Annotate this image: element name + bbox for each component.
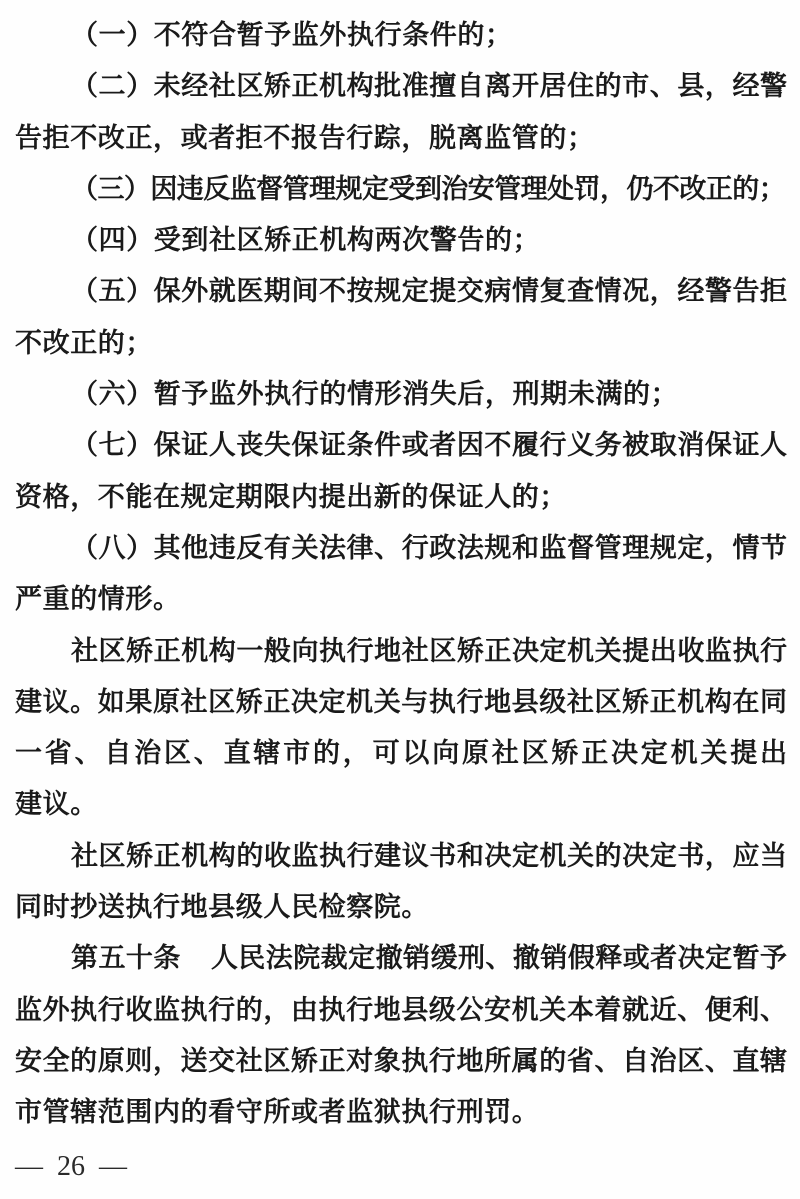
text-line-item-8: （八）其他违反有关法律、行政法规和监督管理规定，情节: [71, 532, 787, 563]
text-line-item-4: （四）受到社区矫正机构两次警告的；: [71, 225, 541, 256]
text-line-item-7: （七）保证人丧失保证条件或者因不履行义务被取消保证人: [71, 430, 787, 461]
footer-dash-right: —: [99, 1150, 127, 1182]
article-50-number: 第五十条: [71, 943, 181, 974]
text-line-article-50-4: 市管辖范围内的看守所或者监狱执行刑罚。: [15, 1097, 540, 1128]
text-line-item-5-cont: 不改正的；: [15, 327, 153, 358]
text-line-article-50-3: 安全的原则，送交社区矫正对象执行地所属的省、自治区、直辖: [15, 1045, 787, 1076]
text-line-para-proposal-2: 建议。如果原社区矫正决定机关与执行地县级社区矫正机构在同: [15, 686, 787, 717]
text-line-item-5: （五）保外就医期间不按规定提交病情复查情况，经警告拒: [71, 276, 787, 307]
text-line-article-50-2: 监外执行收监执行的，由执行地县级公安机关本着就近、便利、: [15, 994, 787, 1025]
text-line-item-6: （六）暂予监外执行的情形消失后，刑期未满的；: [71, 379, 679, 410]
footer-dash-left: —: [15, 1150, 43, 1182]
page-footer: [15, 1151, 800, 1183]
text-line-item-8-cont: 严重的情形。: [15, 584, 181, 615]
page-number: 26: [57, 1150, 85, 1182]
text-line-item-7-cont: 资格，不能在规定期限内提出新的保证人的；: [15, 481, 567, 512]
text-line-item-1: （一）不符合暂予监外执行条件的；: [71, 20, 513, 50]
text-line-para-proposal-4: 建议。: [15, 789, 98, 820]
text-line-para-copy-2: 同时抄送执行地县级人民检察院。: [15, 892, 429, 923]
text-line-para-copy-1: 社区矫正机构的收监执行建议书和决定机关的决定书，应当: [71, 840, 787, 871]
text-line-item-2-cont: 告拒不改正，或者拒不报告行踪，脱离监管的；: [15, 122, 595, 153]
text-line-para-proposal-3: 一省、自治区、直辖市的，可以向原社区矫正决定机关提出: [15, 738, 787, 769]
document-text-block: [15, 0, 787, 1139]
text-line-article-50-1: [15, 933, 787, 984]
text-line-item-3: （三）因违反监督管理规定受到治安管理处罚，仍不改正的；: [71, 173, 786, 204]
article-50-text: 人民法院裁定撤销缓刑、撤销假释或者决定暂予: [210, 943, 788, 974]
text-line-para-proposal-1: 社区矫正机构一般向执行地社区矫正决定机关提出收监执行: [71, 635, 787, 666]
text-line-item-2: （二）未经社区矫正机构批准擅自离开居住的市、县，经警: [71, 71, 787, 102]
